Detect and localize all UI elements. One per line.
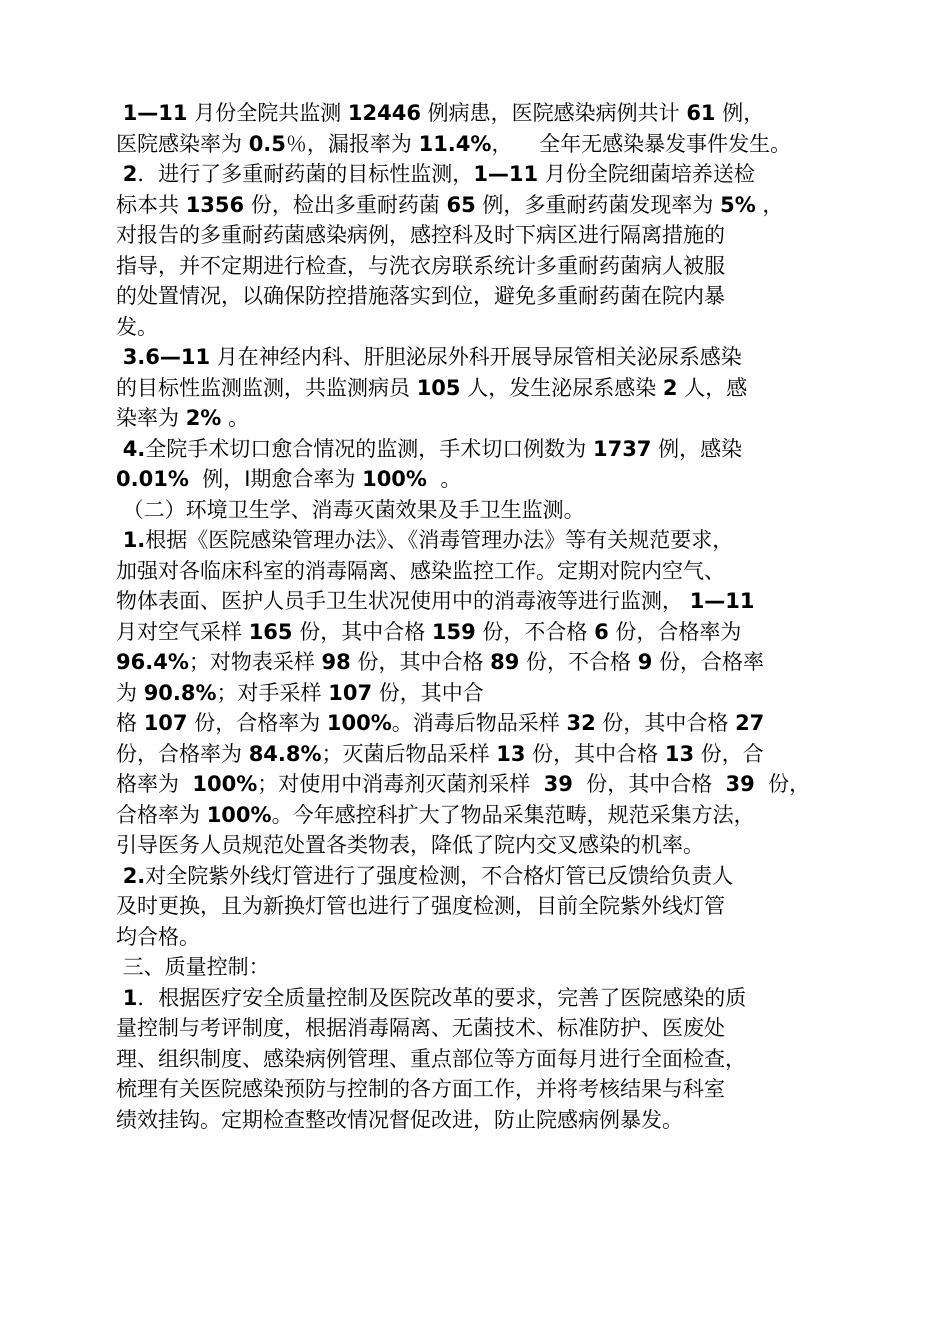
bold-number: 2 [662,376,678,400]
text-run: 理、组织制度、感染病例管理、重点部位等方面每月进行全面检查， [116,1047,746,1071]
text-line [116,280,725,312]
bold-number: 96.4% [116,650,189,674]
text-run: 为 [116,681,144,705]
bold-number: 159 [431,620,476,644]
text-run: 绩效挂钩。定期检查整改情况督促改进，防止院感病例暴发。 [116,1108,683,1132]
text-run: 对全院紫外线灯管进行了强度检测，不合格灯管已反馈给负责人 [145,864,734,888]
text-line [116,1043,746,1075]
bold-number: 39 [543,772,573,796]
text-line [116,951,270,983]
text-run: 份，合 [694,742,764,766]
text-run: 份，其中合格 [350,650,491,674]
text-run: 份，合格率为 [608,620,742,644]
bold-number: 0.01% [116,467,189,491]
bold-number: 12446 [347,101,421,125]
bold-number: 84.8% [248,742,322,766]
bold-number: 1—11 [689,589,755,613]
text-run: 发。 [116,315,158,339]
text-run: 例，感染 [651,437,743,461]
text-run [116,864,123,888]
bold-number: 98 [321,650,351,674]
bold-number: 32 [566,711,596,735]
text-run: 加强对各临床科室的消毒隔离、感染监控工作。定期对院内空气、 [116,559,725,583]
text-run: 及时更换，且为新换灯管也进行了强度检测，目前全院紫外线灯管 [116,894,725,918]
text-run: ；对使用中消毒剂灭菌剂采样 [257,772,544,796]
bold-number: 0.5 [248,132,286,156]
text-run: 份，不合格 [519,650,638,674]
text-run: 月份全院共监测 [187,101,348,125]
text-run: 份，其中合格 [595,711,736,735]
text-run [116,986,123,1010]
text-line [116,707,764,739]
bold-number: 100% [362,467,427,491]
text-run: 的处置情况，以确保防控措施落实到位，避免多重耐药菌在院内暴 [116,284,725,308]
text-line [116,463,461,495]
bold-number: 2 [122,162,138,186]
bold-number: 1 [122,986,138,1010]
text-line [116,616,741,648]
text-line [116,768,810,800]
text-run: 。今年感控科扩大了物品采集范畴，规范采集方法， [271,803,755,827]
bold-number: 6 [594,620,609,644]
text-run [116,101,123,125]
text-run: ；对物表采样 [188,650,322,674]
bold-number: 5% [720,193,756,217]
text-run: 染率为 [116,406,186,430]
bold-number: 107 [328,681,373,705]
text-run: ％，漏报率为 [285,132,419,156]
text-line [116,1104,683,1136]
text-run: 份，不合格 [475,620,595,644]
text-run: ；对手采样 [216,681,329,705]
bold-number: 61 [686,101,716,125]
bold-number: 90.8% [143,681,217,705]
text-run: 格 [116,711,144,735]
text-run: ， [755,193,784,217]
text-run: 份，其中合 [372,681,484,705]
text-line [116,341,742,373]
bold-number: 9 [637,650,653,674]
text-line [116,1012,725,1044]
text-run: 均合格。 [116,925,200,949]
text-line [116,890,725,922]
bold-number: 65 [446,193,476,217]
text-line [116,128,791,160]
text-run: 。消毒后物品采样 [391,711,567,735]
text-line [116,799,755,831]
text-line [116,158,755,190]
text-line [116,189,783,221]
text-run: 对报告的多重耐药菌感染病例，感控科及时下病区进行隔离措施的 [116,223,725,247]
text-line [116,829,704,861]
bold-number: 11.4% [418,132,492,156]
bold-number: 3.6—11 [122,345,211,369]
text-run: 医院感染率为 [116,132,249,156]
text-line [116,555,725,587]
text-run: ．进行了多重耐药菌的目标性监测， [137,162,474,186]
text-run [116,528,123,552]
bold-number: 100% [192,772,258,796]
text-run: （二）环境卫生学、消毒灭菌效果及手卫生监测。 [116,498,585,522]
text-line [116,1073,725,1105]
text-line [116,219,725,251]
text-line [116,677,484,709]
text-run: 。 [221,406,250,430]
bold-number: 1356 [185,193,245,217]
text-run [116,437,123,461]
text-run [116,345,123,369]
text-run: 三、质量控制： [116,955,270,979]
text-run: 全院手术切口愈合情况的监测，手术切口例数为 [145,437,593,461]
text-run: 份，其中合格 [572,772,726,796]
text-line [116,311,158,343]
bold-number: 13 [664,742,695,766]
text-run: 人，感 [677,376,748,400]
text-run: 合格率为 [116,803,207,827]
text-run: 例病患，医院感染病例共计 [420,101,687,125]
text-run: ；灭菌后物品采样 [321,742,497,766]
text-run: ， 全年无感染暴发事件发生。 [491,132,792,156]
bold-number: 1. [122,528,146,552]
text-run: 份， [754,772,811,796]
text-line [116,982,746,1014]
text-run: ．根据医疗安全质量控制及医院改革的要求，完善了医院感染的质 [137,986,747,1010]
text-line [116,738,764,770]
text-run: 份，合格率 [652,650,765,674]
text-line [116,524,733,556]
text-run [116,162,123,186]
text-line [116,860,733,892]
text-run: 。 [426,467,462,491]
text-run: 份，合格率为 [187,711,327,735]
text-run: 份，其中合格 [292,620,432,644]
text-line [116,921,200,953]
bold-number: 107 [143,711,188,735]
bold-number: 13 [496,742,526,766]
text-line [116,250,725,282]
text-run: 份，合格率为 [116,742,249,766]
text-run: 月在神经内科、肝胆泌尿外科开展导尿管相关泌尿系感染 [210,345,742,369]
text-line [116,494,585,526]
text-run: 人，发生泌尿系感染 [460,376,663,400]
text-run: 份，其中合格 [525,742,665,766]
bold-number: 1737 [592,437,652,461]
text-run: 份，检出多重耐药菌 [244,193,447,217]
bold-number: 2% [185,406,222,430]
text-line [116,646,764,678]
text-run: 格率为 [116,772,193,796]
bold-number: 1—11 [473,162,539,186]
text-line [116,433,742,465]
text-run: 物体表面、医护人员手卫生状况使用中的消毒液等进行监测， [116,589,690,613]
bold-number: 4. [122,437,146,461]
text-line [116,585,755,617]
text-run: 标本共 [116,193,186,217]
text-run: 月对空气采样 [116,620,249,644]
bold-number: 39 [725,772,755,796]
text-run: 引导医务人员规范处置各类物表，降低了院内交叉感染的机率。 [116,833,704,857]
text-line [116,372,747,404]
text-run: 例， [715,101,765,125]
bold-number: 105 [416,376,461,400]
text-run: 梳理有关医院感染预防与控制的各方面工作，并将考核结果与科室 [116,1077,725,1101]
text-run: 量控制与考评制度，根据消毒隔离、无菌技术、标准防护、医废处 [116,1016,725,1040]
text-run: 的目标性监测监测，共监测病员 [116,376,417,400]
bold-number: 165 [248,620,293,644]
bold-number: 100% [206,803,272,827]
bold-number: 1—11 [122,101,188,125]
bold-number: 2. [122,864,146,888]
text-line [116,402,249,434]
text-run: 根据《医院感染管理办法》、《消毒管理办法》等有关规范要求， [145,528,734,552]
text-run: 例，Ⅰ期愈合率为 [188,467,363,491]
bold-number: 100% [326,711,392,735]
bold-number: 89 [490,650,520,674]
text-run: 月份全院细菌培养送检 [538,162,755,186]
text-line [116,97,764,129]
bold-number: 27 [735,711,765,735]
text-run: 例，多重耐药菌发现率为 [475,193,721,217]
text-run: 指导，并不定期进行检查，与洗衣房联系统计多重耐药菌病人被服 [116,254,725,278]
